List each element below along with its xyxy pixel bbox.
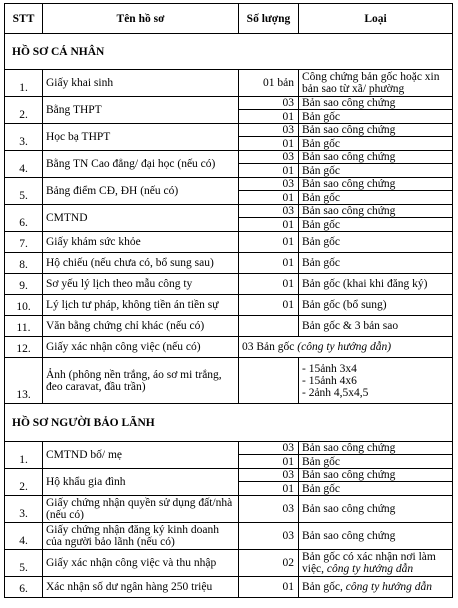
table-row: 4. Bằng TN Cao đẳng/ đại học (nếu có) 03 Bản sao công chứng bbox=[5, 151, 453, 164]
section-guarantor-title: HỒ SƠ NGƯỜI BẢO LÃNH bbox=[5, 404, 453, 442]
header-stt: STT bbox=[5, 4, 43, 34]
table-row: 5. Giấy xác nhận công việc và thu nhập 02 Bản gốc có xác nhận nơi làm việc, công ty hướng dẫn bbox=[5, 550, 453, 577]
table-row: 8. Hộ chiếu (nếu chưa có, bổ sung sau) 01 Bản gốc bbox=[5, 253, 453, 274]
table-row: 1. Giấy khai sinh 01 bản Công chứng bản gốc hoặc xin bản sao từ xã/ phường bbox=[5, 70, 453, 97]
table-row: 3. Học bạ THPT 03 Bản sao công chứng bbox=[5, 124, 453, 137]
section-personal-row bbox=[5, 34, 453, 70]
document-table: STT Tên hồ sơ Số lượng Loại HỒ SƠ CÁ NHÂN 1. Giấy khai sinh 01 bản Công chứng bản gốc hoặc xin bản sao từ xã/ phường 2. Bằng THPT 03 Bản sao công chứng 01 Bản gốc 3. Học bạ THPT 03 Bản sao công chứng 01 Bản gốc 4. Bằng TN Cao đẳng/ đại học (nếu có) 03 Bản sao công chứng 01 Bản gốc 5. Bảng điểm CĐ, ĐH (nếu có) 03 Bản sao công chứng 01 Bản gốc 6. CMTND 03 Bản sao công chứng 01 Bản gốc 7. Giấy khám sức khỏe 01 Bản gốc 8. Hộ chiếu (nếu chưa có, bổ sung sau) 01 Bản gốc 9. Sơ yếu lý lịch theo mẫu công ty 01 Bản gốc (khai khi đăng ký) 10. Lý lịch tư pháp, không tiền án tiền sự 01 Bản gốc (bổ sung) 11. Văn bằng chứng chỉ khác (nếu có) Bản gốc & 3 bản sao 12. Giấy xác nhận công việc (nếu có) 03 Bản gốc (công ty hướng dẫn) 13. Ảnh (phông nền trắng, áo sơ mi trắng, đeo caravat, đầu trần) - 15ảnh 3x4 - 15ảnh 4x6 - 2ảnh 4,5x4,5 HỒ SƠ NGƯỜI BẢO LÃNH 1. CMTND bố/ mẹ 03 Bản sao công chứng 01 Bản gốc 2. Hộ khẩu gia đình 03 Bản sao công chứng 01 Bản gốc 3. Giấy chứng nhận quyền sử dụng đất/nhà (nếu có) 03 Bản sao công chứng 4. Giấy chứng nhận đăng ký kinh doanh của người bảo lãnh (nếu có) 03 Bản sao công chứng 5. Giấy xác nhận công việc và thu nhập 02 Bản gốc có xác nhận nơi làm việc, công ty hướng dẫn 6. Xác nhận số dư ngân hàng 250 triệu 01 Bản gốc, công ty hướng dẫn bbox=[4, 3, 453, 598]
header-row bbox=[5, 4, 453, 34]
table-row: 6. CMTND 03 Bản sao công chứng bbox=[5, 205, 453, 218]
header-type: Loại bbox=[299, 4, 453, 34]
table-row: 10. Lý lịch tư pháp, không tiền án tiền sự 01 Bản gốc (bổ sung) bbox=[5, 295, 453, 316]
table-row: 12. Giấy xác nhận công việc (nếu có) 03 Bản gốc (công ty hướng dẫn) bbox=[5, 337, 453, 358]
table-row: 1. CMTND bố/ mẹ 03 Bản sao công chứng bbox=[5, 442, 453, 455]
section-personal-title: HỒ SƠ CÁ NHÂN bbox=[5, 34, 453, 70]
table-row: 4. Giấy chứng nhận đăng ký kinh doanh của người bảo lãnh (nếu có) 03 Bản sao công chứng bbox=[5, 523, 453, 550]
header-qty: Số lượng bbox=[239, 4, 299, 34]
table-row: 9. Sơ yếu lý lịch theo mẫu công ty 01 Bản gốc (khai khi đăng ký) bbox=[5, 274, 453, 295]
table-row: 11. Văn bằng chứng chỉ khác (nếu có) Bản gốc & 3 bản sao bbox=[5, 316, 453, 337]
table-row: 13. Ảnh (phông nền trắng, áo sơ mi trắng, đeo caravat, đầu trần) - 15ảnh 3x4 - 15ảnh 4x6 - 2ảnh 4,5x4,5 bbox=[5, 358, 453, 404]
table-row: 3. Giấy chứng nhận quyền sử dụng đất/nhà (nếu có) 03 Bản sao công chứng bbox=[5, 496, 453, 523]
header-name: Tên hồ sơ bbox=[43, 4, 239, 34]
table-row: 7. Giấy khám sức khỏe 01 Bản gốc bbox=[5, 232, 453, 253]
table-row: 2. Bằng THPT 03 Bản sao công chứng bbox=[5, 97, 453, 110]
table-row: 6. Xác nhận số dư ngân hàng 250 triệu 01 Bản gốc, công ty hướng dẫn bbox=[5, 577, 453, 598]
section-guarantor-row bbox=[5, 404, 453, 442]
table-row: 5. Bảng điểm CĐ, ĐH (nếu có) 03 Bản sao công chứng bbox=[5, 178, 453, 191]
table-row: 2. Hộ khẩu gia đình 03 Bản sao công chứng bbox=[5, 469, 453, 482]
